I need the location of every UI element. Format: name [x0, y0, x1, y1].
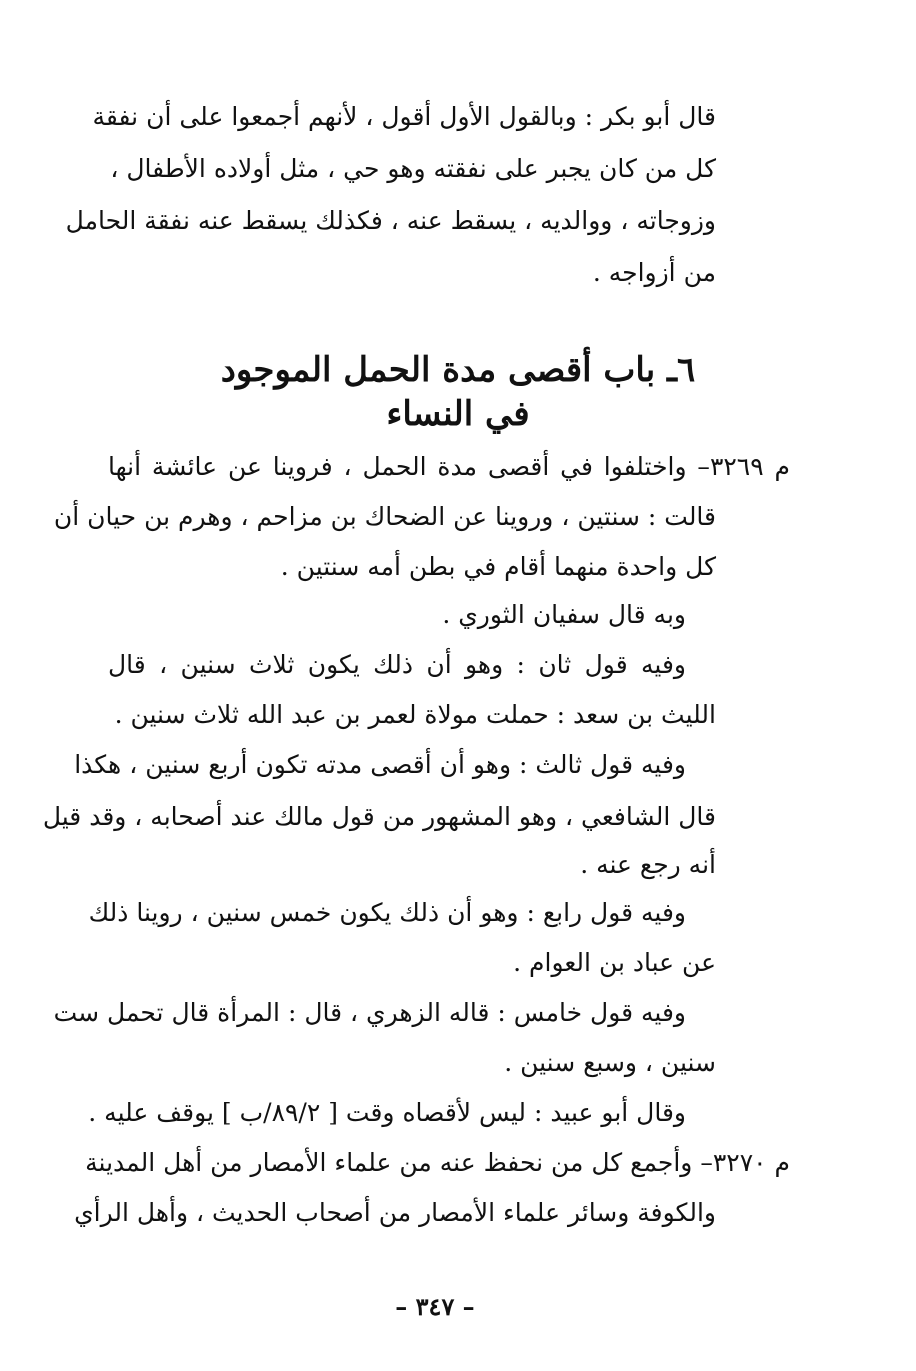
text-line: وقال أبو عبيد : ليس لأقصاه وقت [ ٨٩/٢/ب ] يوقف عليه . — [88, 1098, 686, 1127]
text-line: م ٣٢٧٠– وأجمع كل من نحفظ عنه من علماء الأمصار من أهل المدينة — [85, 1148, 790, 1177]
text-line: قالت : سنتين ، وروينا عن الضحاك بن مزاحم ، وهرم بن حيان أن — [53, 502, 716, 531]
section-heading: ٦ـ باب أقصى مدة الحمل الموجود في النساء — [220, 350, 696, 434]
text-line: وفيه قول خامس : قاله الزهري ، قال : المرأة قال تحمل ست — [53, 998, 686, 1027]
text-line: وفيه قول ثالث : وهو أن أقصى مدته تكون أربع سنين ، هكذا — [74, 750, 686, 779]
text-line: وفيه قول رابع : وهو أن ذلك يكون خمس سنين ، روينا ذلك — [88, 898, 686, 927]
text-line: سنين ، وسبع سنين . — [504, 1048, 716, 1077]
text-line: قال الشافعي ، وهو المشهور من قول مالك عند أصحابه ، وقد قيل — [42, 802, 716, 831]
text-line: عن عباد بن العوام . — [513, 948, 716, 977]
text-line: كل من كان يجبر على نفقته وهو حي ، مثل أولاده الأطفال ، — [110, 154, 716, 183]
text-line: م ٣٢٦٩– واختلفوا في أقصى مدة الحمل ، فروينا عن عائشة أنها — [108, 452, 790, 481]
text-line: كل واحدة منهما أقام في بطن أمه سنتين . — [280, 552, 716, 581]
text-line: أنه رجع عنه . — [580, 850, 716, 879]
text-line: قال أبو بكر : وبالقول الأول أقول ، لأنهم أجمعوا على أن نفقة — [92, 102, 716, 131]
text-line: وزوجاته ، ووالديه ، يسقط عنه ، فكذلك يسقط عنه نفقة الحامل — [65, 206, 716, 235]
page-number: – ٣٤٧ – — [395, 1292, 475, 1321]
text-line: الليث بن سعد : حملت مولاة لعمر بن عبد الله ثلاث سنين . — [114, 700, 716, 729]
text-line: وبه قال سفيان الثوري . — [442, 600, 686, 629]
text-line: والكوفة وسائر علماء الأمصار من أصحاب الحديث ، وأهل الرأي — [74, 1198, 716, 1227]
text-line: وفيه قول ثان : وهو أن ذلك يكون ثلاث سنين ، قال — [108, 650, 686, 679]
text-line: من أزواجه . — [592, 258, 716, 287]
